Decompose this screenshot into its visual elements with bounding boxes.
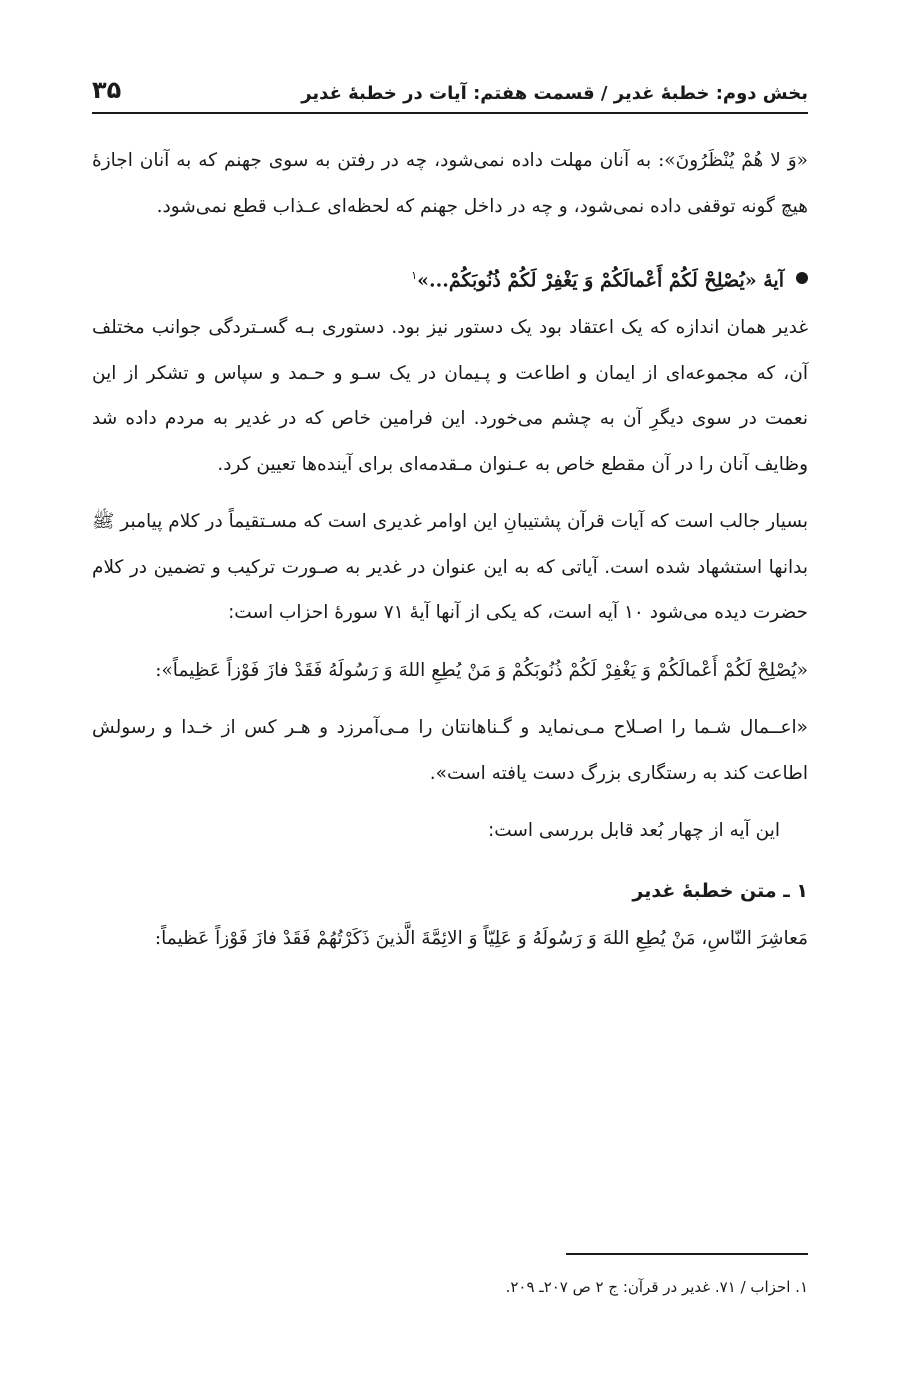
verse-quote: «يُصْلِحْ لَكُمْ أَعْمالَكُمْ وَ يَغْفِرْ لَكُمْ ذُنُوبَكُمْ وَ مَنْ يُطِعِ اللهَ وَ رَسُولَهُ فَقَدْ فازَ فَوْزاً عَظِيماً»:	[155, 659, 808, 681]
verse-translation: «اعــمال شـما را اصـلاح مـی‌نماید و گـناهانتان را مـی‌آمرزد و هـر کس از خـدا و رسولش اطاعت کند به رستگاری بزرگ دست یافته است».	[92, 717, 808, 784]
spacer	[92, 854, 808, 866]
footnote: ۱. احزاب / ۷۱. غدیر در قرآن: ج ۲ ص ۲۰۷ـ ۲۰۹.	[505, 1278, 808, 1296]
footnote-divider	[566, 1253, 808, 1255]
subheading: ۱ ـ متن خطبهٔ غدیر	[632, 879, 808, 902]
section-heading	[92, 251, 808, 305]
spacer	[92, 487, 808, 499]
sermon-quote: مَعاشِرَ النّاسِ، مَنْ يُطِعِ اللهَ وَ رَسُولَهُ وَ عَلِيّاً وَ الائِمَّةَ الَّذينَ ذَكَرْتُهُمْ فَقَدْ فازَ فَوْزاً عَظيماً:	[154, 927, 808, 949]
footnote-ref: ١	[411, 269, 418, 282]
spacer	[92, 229, 808, 251]
paragraph-2: غدیر همان اندازه که یک اعتقاد بود یک دستور نیز بود. دستوری بـه گسـتردگی جوانب مختلف آن، که مجموعه‌ای از ایمان و اطاعت و پـیمان در یک سـو و حـمد و سپاس و تشکر از این نعمت در سوی دیگرِ آن به چشم می‌خورد. این فرامین خاص که در غدیر به مردم داده شد وظایف آنان را در آن مقطع خاص به عـنوان مـقدمه‌ای برای آینده‌ها تعیین کرد.	[92, 317, 808, 475]
page-number: ۳۵	[92, 76, 122, 104]
running-title: بخش دوم: خطبهٔ غدیر / قسمت هفتم: آیات در خطبهٔ غدیر	[301, 83, 808, 104]
spacer	[92, 693, 808, 705]
paragraph-3: بسیار جالب است که آیات قرآن پشتیبانِ این اوامر غدیری است که مسـتقیماً در کلام پیامبر ﷺ بدانها استشهاد شده است. آیاتی که به این عنوان در غدیر به صـورت ترکیب و تضمین در کلام حضرت دیده می‌شود ۱۰ آیه است، که یکی از آنها آیهٔ ۷۱ سورهٔ احزاب است:	[92, 511, 808, 624]
page-body	[92, 138, 808, 961]
section-heading-text: آیهٔ «يُصْلِحْ لَكُمْ أَعْمالَكُمْ وَ يَغْفِرْ لَكُمْ ذُنُوبَكُمْ...»$^١$	[411, 269, 784, 292]
bullet-icon	[796, 272, 808, 284]
page-header	[92, 70, 808, 114]
spacer	[92, 636, 808, 648]
paragraph-intro: این آیه از چهار بُعد قابل بررسی است:	[487, 820, 780, 842]
spacer	[92, 796, 808, 808]
paragraph-1: «وَ لا هُمْ يُنْظَرُونَ»: به آنان مهلت داده نمی‌شود، چه در رفتن به سوی جهنم که به آنان اجازهٔ هیچ گونه توقفی داده نمی‌شود، و چه در داخل جهنم که لحظه‌ای عـذاب قطع نمی‌شود.	[92, 150, 808, 217]
